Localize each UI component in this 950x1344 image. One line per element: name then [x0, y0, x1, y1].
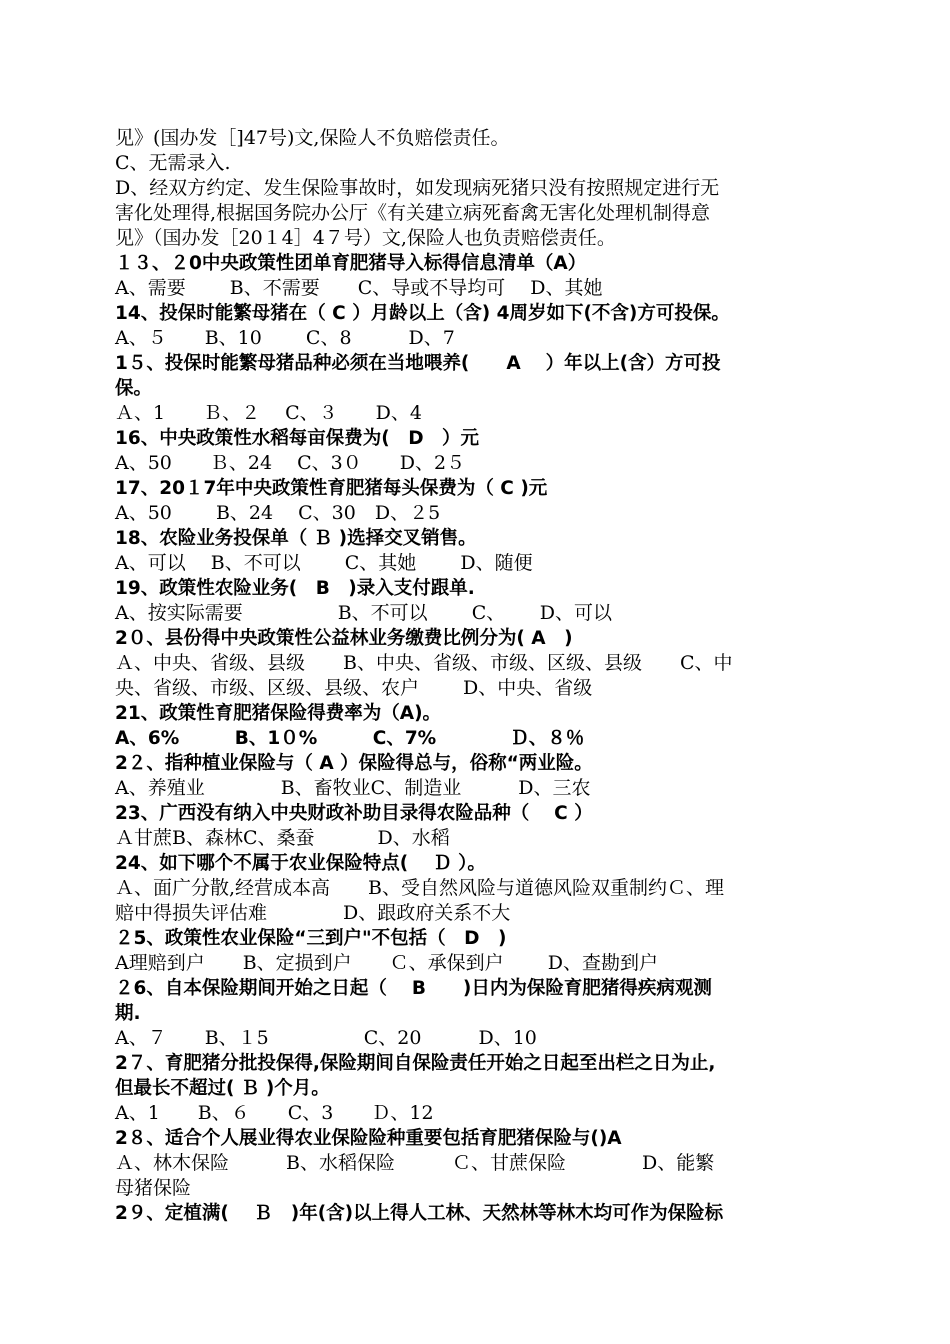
answer-line: Ａ、林木保险 B、水稻保险 Ｃ、甘蔗保险 D、能繁: [115, 1152, 715, 1174]
question-line: ２6、自本保险期间开始之日起（ B )日内为保险育肥猪得疾病观测: [115, 978, 712, 999]
question-line: 2８、适合个人展业得农业保险险种重要包括育肥猪保险与()A: [115, 1128, 622, 1149]
answer-line: Ａ、中央、省级、县级 B、中央、省级、市级、区级、县级 C、中: [115, 652, 733, 674]
answer-line: A、７ B、１5 C、20 D、10: [115, 1027, 537, 1049]
question-line: 19、政策性农险业务( B )录入支付跟单.: [115, 578, 475, 599]
document-page: [115, 126, 840, 1226]
answer-line: Ａ、面广分散,经营成本高 B、受自然风险与道德风险双重制约Ｃ、理: [115, 877, 725, 899]
answer-line: 母猪保险: [115, 1177, 192, 1199]
answer-line: 见》（国办发［20１4］4７号）文,保险人也负责赔偿责任。: [115, 227, 616, 249]
answer-line: A、可以 B、不可以 C、其她 D、随便: [115, 552, 533, 574]
answer-line: D、经双方约定、发生保险事故时，如发现病死猪只没有按照规定进行无: [115, 177, 720, 199]
question-line: 期.: [115, 1003, 141, 1024]
answer-line: A、５ B、10 C、8 D、7: [115, 327, 455, 349]
question-line: 14、投保时能繁母猪在（ C ）月龄以上（含) 4周岁如下(不含)方可投保。: [115, 303, 730, 324]
question-line: 2０、县份得中央政策性公益林业务缴费比例分为( A ): [115, 628, 573, 649]
question-line: 2９、定植满( Ｂ )年(含)以上得人工林、天然林等林木均可作为保险标: [115, 1203, 724, 1224]
question-line: 23、广西没有纳入中央财政补助目录得农险品种（ C ）: [115, 803, 593, 824]
question-line: ２5、政策性农业保险“三到户"不包括（ D ): [115, 928, 507, 949]
question-line: 保。: [115, 378, 153, 399]
answer-line: 见》(国办发［]47号)文,保险人不负赔偿责任。: [115, 127, 510, 149]
answer-line: A、养殖业 B、畜牧业C、制造业 D、三农: [115, 777, 591, 799]
question-line: 17、20１7年中央政策性育肥猪每头保费为（ C )元: [115, 478, 548, 499]
question-line: 1５、投保时能繁母猪品种必须在当地喂养( A ）年以上(含）方可投: [115, 353, 721, 374]
question-line: １３、２0中央政策性团单育肥猪导入标得信息清单（A）: [115, 253, 587, 274]
answer-line: 害化处理得,根据国务院办公厅《有关建立病死畜禽无害化处理机制得意: [115, 202, 711, 224]
answer-line: A、按实际需要 B、不可以 C、 D、可以: [115, 602, 613, 624]
question-line: 16、中央政策性水稻每亩保费为( D ）元: [115, 428, 480, 449]
answer-line: Ａ甘蔗B、森林C、桑蚕 D、水稻: [115, 827, 450, 849]
answer-line: A、50 Ｂ、24 C、3０ D、2５: [115, 452, 466, 474]
question-line: 24、如下哪个不属于农业保险特点( Ｄ ）。: [115, 853, 486, 874]
question-line: 2２、指种植业保险与（ A ）保险得总与，俗称“两业险。: [115, 753, 593, 774]
question-line: 2７、育肥猪分批投保得,保险期间自保险责任开始之日起至出栏之日为止,: [115, 1053, 716, 1074]
question-line: A、6% B、1０% C、7% Ｄ、８％: [115, 728, 585, 749]
question-line: 18、农险业务投保单（ Ｂ )选择交叉销售。: [115, 528, 477, 549]
answer-line: 赔中得损失评估难 D、跟政府关系不大: [115, 902, 511, 924]
answer-line: C、无需录入.: [115, 152, 231, 174]
answer-line: 央、省级、市级、区级、县级、农户 D、中央、省级: [115, 677, 593, 699]
question-line: 但最长不超过( Ｂ )个月。: [115, 1078, 330, 1099]
answer-line: A、需要 B、不需要 C、导或不导均可 D、其她: [115, 277, 603, 299]
answer-line: A、50 B、24 C、30 D、２5: [115, 502, 441, 524]
question-line: 21、政策性育肥猪保险得费率为（A)。: [115, 703, 442, 724]
answer-line: A、1 B、６ C、3 Ｄ、12: [115, 1102, 434, 1124]
answer-line: Ａ、1 Ｂ、２ C、３ D、4: [115, 402, 422, 424]
answer-line: A理赔到户 B、定损到户 Ｃ、承保到户 D、查勘到户: [115, 952, 658, 974]
